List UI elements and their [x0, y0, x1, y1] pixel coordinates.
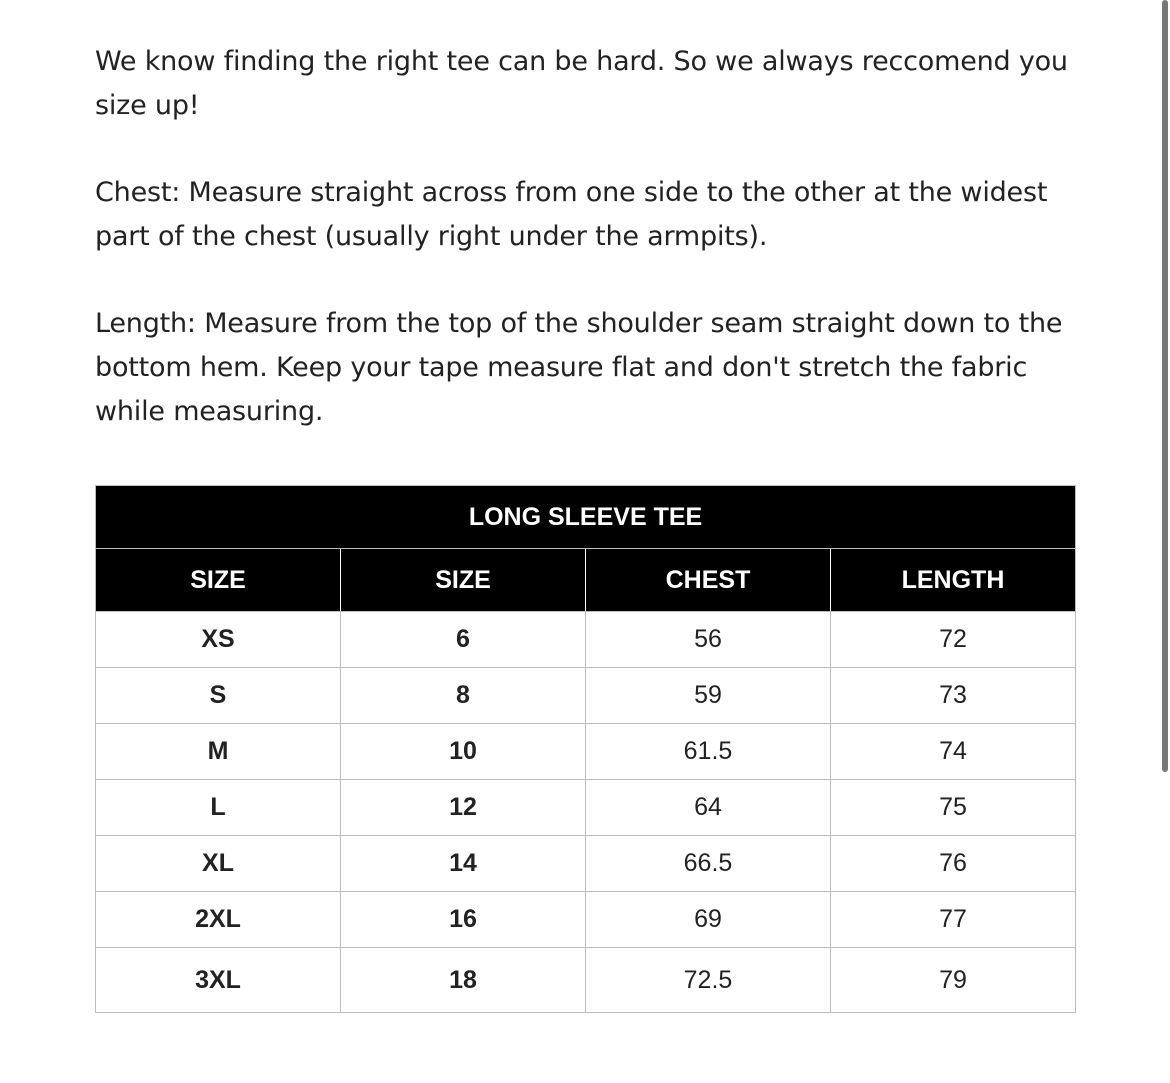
cell-size-letter: S	[96, 668, 341, 724]
header-size-number: SIZE	[341, 549, 586, 612]
cell-length: 75	[831, 780, 1076, 836]
table-row	[96, 724, 1076, 780]
cell-chest: 72.5	[586, 948, 831, 1013]
cell-chest: 59	[586, 668, 831, 724]
cell-size-number: 18	[341, 948, 586, 1013]
table-header-row	[96, 549, 1076, 612]
cell-chest: 69	[586, 892, 831, 948]
size-guide-text	[95, 40, 1085, 434]
cell-chest: 56	[586, 612, 831, 668]
header-chest: CHEST	[586, 549, 831, 612]
cell-size-letter: 2XL	[96, 892, 341, 948]
table-title-row	[96, 486, 1076, 549]
cell-size-letter: L	[96, 780, 341, 836]
table-row	[96, 612, 1076, 668]
cell-length: 74	[831, 724, 1076, 780]
cell-size-letter: XS	[96, 612, 341, 668]
cell-length: 73	[831, 668, 1076, 724]
cell-length: 72	[831, 612, 1076, 668]
intro-paragraph: We know finding the right tee can be hard. So we always reccomend you size up!	[95, 46, 1068, 121]
table-row	[96, 780, 1076, 836]
cell-size-number: 8	[341, 668, 586, 724]
cell-size-letter: M	[96, 724, 341, 780]
cell-length: 77	[831, 892, 1076, 948]
cell-size-number: 12	[341, 780, 586, 836]
table-row	[96, 668, 1076, 724]
table-title: LONG SLEEVE TEE	[96, 486, 1076, 549]
cell-chest: 61.5	[586, 724, 831, 780]
chest-instructions: Chest: Measure straight across from one side to the other at the widest part of the chest (usually right under the armpits).	[95, 177, 1048, 252]
header-size-letter: SIZE	[96, 549, 341, 612]
table-row	[96, 836, 1076, 892]
cell-length: 76	[831, 836, 1076, 892]
cell-size-number: 10	[341, 724, 586, 780]
size-chart	[95, 485, 1075, 1013]
header-length: LENGTH	[831, 549, 1076, 612]
scrollbar[interactable]	[1162, 0, 1168, 772]
table-row	[96, 948, 1076, 1013]
size-table	[95, 485, 1076, 1013]
cell-size-number: 6	[341, 612, 586, 668]
cell-length: 79	[831, 948, 1076, 1013]
length-instructions: Length: Measure from the top of the shoulder seam straight down to the bottom hem. Keep your tape measure flat and don't stretch the fabric while measuring.	[95, 308, 1063, 427]
cell-chest: 66.5	[586, 836, 831, 892]
cell-chest: 64	[586, 780, 831, 836]
cell-size-letter: 3XL	[96, 948, 341, 1013]
cell-size-number: 16	[341, 892, 586, 948]
cell-size-number: 14	[341, 836, 586, 892]
table-row	[96, 892, 1076, 948]
cell-size-letter: XL	[96, 836, 341, 892]
